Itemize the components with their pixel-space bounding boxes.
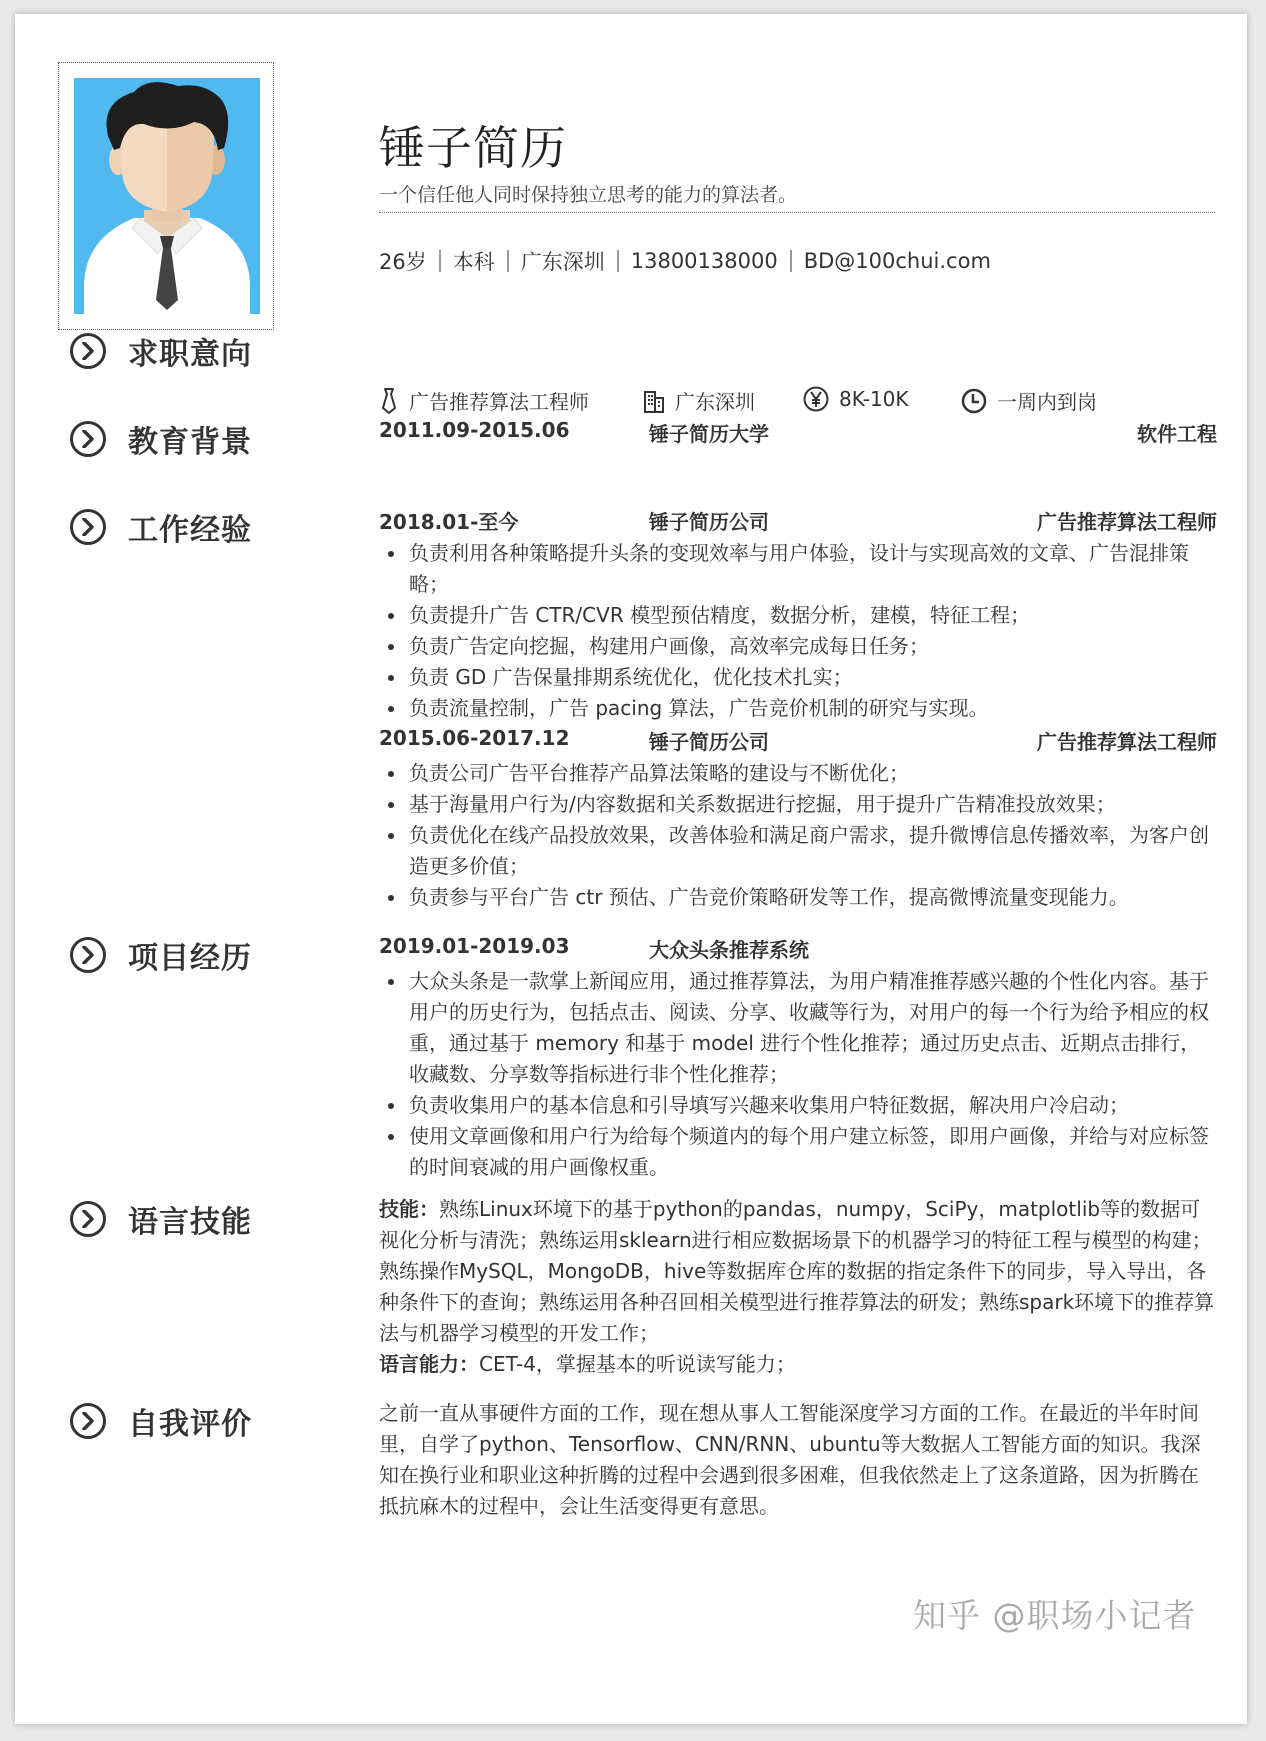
resume-page [15, 14, 1247, 1724]
language-label: 语言能力： [379, 1352, 479, 1376]
section-header-skills [70, 1197, 252, 1241]
list-item: 负责利用各种策略提升头条的变现效率与用户体验，设计与实现高效的文章、广告混排策略； [379, 538, 1217, 600]
list-item: 负责参与平台广告 ctr 预估、广告竞价策略研发等工作，提高微博流量变现能力。 [379, 882, 1217, 913]
section-header-education [70, 417, 252, 461]
language-description: CET-4，掌握基本的听说读写能力； [479, 1352, 796, 1376]
intent-position [379, 386, 589, 415]
section-title: 教育背景 [128, 425, 252, 460]
job-period: 2018.01-至今 [379, 510, 519, 534]
job-duties-list [379, 538, 1217, 724]
section-header-work [70, 505, 252, 549]
yen-icon [803, 386, 829, 412]
list-item: 大众头条是一款掌上新闻应用，通过推荐算法，为用户精准推荐感兴趣的个性化内容。基于用户的历史行为，包括点击、阅读、分享、收藏等行为，对用户的每一个行为给予相应的权重，通过基于 memory 和基于 model 进行个性化推荐；通过历史点击、近期点击排行，收藏数、分享数等指标进行非个性化推荐； [379, 966, 1217, 1090]
list-item: 负责优化在线产品投放效果，改善体验和满足商户需求，提升微博信息传播效率，为客户创造更多价值； [379, 820, 1217, 882]
contact-phone: 13800138000 [630, 249, 778, 273]
job-company: 锤子简历公司 [649, 510, 769, 534]
list-item: 负责广告定向挖掘，构建用户画像，高效率完成每日任务； [379, 631, 1217, 662]
list-item: 负责公司广告平台推荐产品算法策略的建设与不断优化； [379, 758, 1217, 789]
intent-position-label: 广告推荐算法工程师 [409, 390, 589, 414]
job-header [379, 506, 1217, 534]
building-icon [643, 389, 665, 413]
header-divider [379, 212, 1215, 213]
job-company: 锤子简历公司 [649, 730, 769, 754]
contact-age: 26岁 [379, 250, 427, 274]
section-title: 自我评价 [128, 1407, 252, 1442]
project-period: 2019.01-2019.03 [379, 934, 570, 958]
job-duties-list [379, 758, 1217, 913]
self-eval-text: 之前一直从事硬件方面的工作，现在想从事人工智能深度学习方面的工作。在最近的半年时间里，自学了python、Tensorflow、CNN/RNN、ubuntu等大数据人工智能方面的知识。我深知在换行业和职业这种折腾的过程中会遇到很多困难，但我依然走上了这条道路，因为折腾在抵抗麻木的过程中，会让生活变得更有意思。 [379, 1401, 1201, 1518]
intent-salary-label: 8K-10K [839, 387, 909, 411]
education-school: 锤子简历大学 [649, 422, 769, 446]
intent-city-label: 广东深圳 [675, 390, 755, 414]
skills-text [379, 1194, 1217, 1380]
section-title: 项目经历 [128, 941, 252, 976]
job-role: 广告推荐算法工程师 [1037, 730, 1217, 754]
intent-availability [961, 386, 1097, 415]
project-header [379, 934, 1217, 962]
section-header-intent [70, 329, 252, 373]
section-title: 工作经验 [128, 513, 252, 548]
skill-label: 技能： [379, 1197, 439, 1221]
project-duties-list [379, 966, 1217, 1183]
chevron-right-icon [70, 509, 106, 545]
contact-separator [507, 250, 509, 272]
chevron-right-icon [70, 937, 106, 973]
section-header-project [70, 933, 252, 977]
tie-icon [379, 388, 399, 414]
list-item: 负责 GD 广告保量排期系统优化，优化技术扎实； [379, 662, 1217, 693]
section-title: 语言技能 [128, 1205, 252, 1240]
clock-icon [961, 388, 987, 414]
chevron-right-icon [70, 1403, 106, 1439]
contact-separator [790, 250, 792, 272]
section-header-self-eval [70, 1399, 252, 1443]
education-row [379, 418, 1217, 446]
job-header [379, 726, 1217, 754]
section-title: 求职意向 [128, 337, 252, 372]
contact-degree: 本科 [452, 250, 495, 274]
tagline: 一个信任他人同时保持独立思考的能力的算法者。 [379, 184, 798, 206]
contact-line [379, 246, 991, 276]
education-period: 2011.09-2015.06 [379, 418, 570, 442]
job-period: 2015.06-2017.12 [379, 726, 570, 750]
list-item: 负责提升广告 CTR/CVR 模型预估精度，数据分析，建模，特征工程； [379, 600, 1217, 631]
education-major: 软件工程 [1137, 422, 1217, 446]
intent-availability-label: 一周内到岗 [997, 390, 1097, 414]
contact-separator [617, 250, 619, 272]
list-item: 负责流量控制，广告 pacing 算法，广告竞价机制的研究与实现。 [379, 693, 1217, 724]
list-item: 负责收集用户的基本信息和引导填写兴趣来收集用户特征数据，解决用户冷启动； [379, 1090, 1217, 1121]
avatar-illustration [74, 78, 260, 314]
resume-title: 锤子简历 [379, 121, 567, 175]
job-role: 广告推荐算法工程师 [1037, 510, 1217, 534]
watermark: 知乎 @职场小记者 [913, 1596, 1197, 1635]
chevron-right-icon [70, 333, 106, 369]
chevron-right-icon [70, 421, 106, 457]
intent-city [643, 386, 755, 415]
job-intent-row [379, 386, 1199, 422]
list-item: 基于海量用户行为/内容数据和关系数据进行挖掘，用于提升广告精准投放效果； [379, 789, 1217, 820]
contact-separator [439, 250, 441, 272]
contact-city: 广东深圳 [520, 250, 605, 274]
chevron-right-icon [70, 1201, 106, 1237]
photo-frame [58, 62, 274, 330]
list-item: 使用文章画像和用户行为给每个频道内的每个用户建立标签，即用户画像，并给与对应标签的时间衰减的用户画像权重。 [379, 1121, 1217, 1183]
intent-salary [803, 386, 909, 412]
avatar [74, 78, 260, 314]
skill-description: 熟练Linux环境下的基于python的pandas，numpy，SciPy，matplotlib等的数据可视化分析与清洗；熟练运用sklearn进行相应数据场景下的机器学习的特征工程与模型的构建；熟练操作MySQL，MongoDB，hive等数据库仓库的数据的指定条件下的同步，导入导出，各种条件下的查询；熟练运用各种召回相关模型进行推荐算法的研发；熟练spark环境下的推荐算法与机器学习模型的开发工作； [379, 1197, 1215, 1345]
contact-email[interactable]: BD@100chui.com [803, 249, 991, 273]
project-name: 大众头条推荐系统 [649, 938, 809, 962]
